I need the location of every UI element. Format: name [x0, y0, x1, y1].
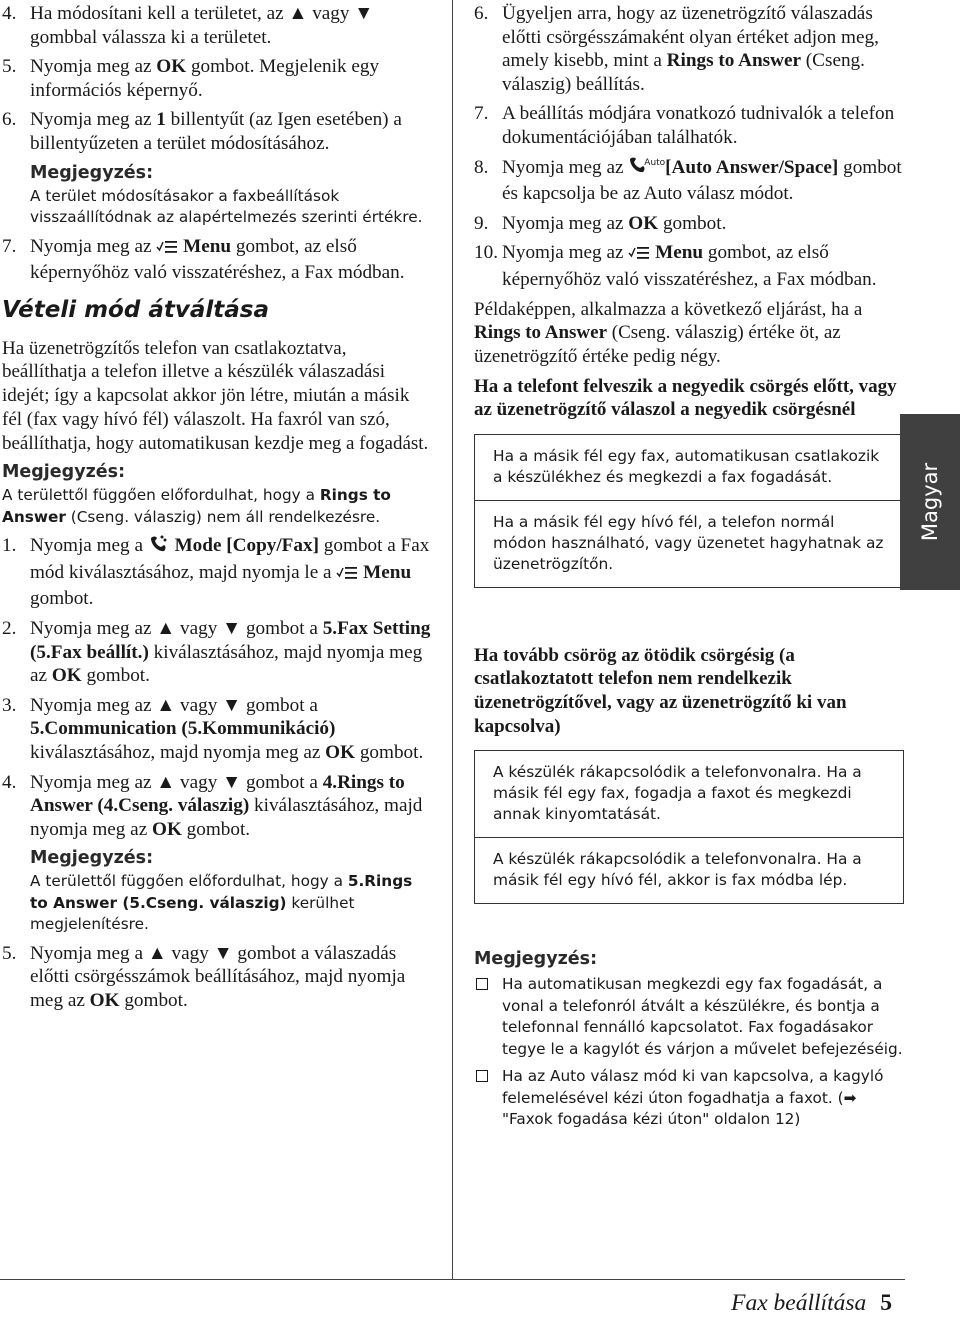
setting-name: 4.Rings to Answer (4.Cseng. válaszig) [30, 771, 405, 817]
box-2-heading: Ha tovább csörög az ötödik csörgésig (a csatlakoztatott telefon nem rendelkezik üzenetrögzítővel, vagy az üzenetrögzítő ki van kapcsolva) [474, 644, 847, 737]
paragraph-text: (Cseng. válaszig) értéke öt, az üzenetrögzítő értéke pedig négy. [474, 322, 841, 367]
auto-answer-icon [628, 156, 666, 183]
step-text: gombot. [355, 742, 424, 764]
step-number: 5. [2, 56, 17, 78]
step-text: Nyomja meg az [30, 109, 157, 131]
left-column [2, 0, 432, 1019]
step-4 [2, 2, 432, 49]
step-text: Ha módosítani kell a területet, az ▲ vagy ▼ gombbal válassza ki a területet. [30, 3, 374, 48]
paragraph-text: Példaképpen, alkalmazza a következő eljárást, ha a [474, 298, 863, 320]
note-3 [2, 847, 432, 936]
step-number: 4. [2, 3, 17, 24]
menu-button-label: Menu [183, 235, 232, 257]
menu-button-label: Menu [363, 561, 412, 583]
step-text: gombot. [658, 212, 727, 234]
step-6 [2, 108, 432, 155]
menu-icon [156, 238, 178, 262]
step-text: gombot. [119, 990, 188, 1012]
intro-paragraph: Ha üzenetrögzítős telefon van csatlakoztatva, beállíthatja a telefon illetve a készülék válaszadási idejét; így a kapcsolat akkor jön létre, miután a másik fél (fax vagy hívó fél) válaszolt. Ha faxról van szó, beállíthatja, hogy automatikusan kezdje meg a fogadást. [2, 337, 429, 454]
b-step-4 [2, 771, 432, 842]
page-number: 5 [880, 1290, 892, 1316]
step-number: 6. [2, 109, 17, 131]
example-paragraph [474, 298, 904, 369]
menu-button-label: Menu [655, 242, 704, 264]
setting-name: 5.Communication (5.Kommunikáció) [30, 718, 336, 740]
step-number: 7. [2, 235, 17, 257]
ok-button-label: OK [325, 742, 356, 764]
menu-icon [628, 244, 650, 268]
footer-title: Fax beállítása [731, 1290, 867, 1316]
step-text: (Cseng. válaszig) beállítás. [502, 50, 865, 95]
b-step-1 [2, 534, 432, 611]
language-tab [900, 414, 960, 590]
note-text-part: A területtől függően előfordulhat, hogy a [30, 872, 348, 891]
menu-icon [336, 564, 358, 588]
step-text: Nyomja meg az [30, 56, 157, 78]
step-text: gombot és kapcsolja be az Auto válasz módot. [502, 156, 902, 205]
column-divider [452, 0, 453, 1279]
right-column [474, 0, 904, 1137]
b-step-3 [2, 694, 432, 765]
setting-name: Rings to Answer [474, 322, 608, 344]
box-cell: Ha a másik fél egy hívó fél, a telefon normál módon használható, vagy üzenetet hagyhatnak az üzenetrögzítőn. [475, 500, 903, 587]
note-bullet [474, 1066, 904, 1131]
note-right [474, 948, 904, 1131]
ok-button-label: OK [51, 665, 82, 687]
step-text: Nyomja meg az ▲ vagy ▼ gombot a [30, 618, 323, 640]
step-text: gombot, az első képernyőhöz való visszatéréshez, a Fax módban. [502, 242, 877, 290]
step-number: 10. [474, 242, 498, 264]
setting-name: 5.Fax Setting (5.Fax beállít.) [30, 618, 431, 663]
step-text: Ügyeljen arra, hogy az üzenetrögzítő válaszadás előtti csörgésszámaként olyan értéket adjon meg, amely kisebb, mint a [502, 3, 879, 72]
button-label: [Auto Answer/Space] [665, 156, 839, 178]
step-text: kiválasztásához, majd nyomja meg az [30, 742, 326, 764]
step-text: billentyűt (az Igen esetében) a billentyűzeten a terület módosításához. [30, 109, 402, 154]
note-bullet [474, 974, 904, 1060]
step-text: Nyomja meg az ▲ vagy ▼ gombot a [30, 694, 318, 716]
step-number: 3. [2, 694, 17, 716]
ok-button-label: OK [628, 212, 659, 234]
box-cell: Ha a másik fél egy fax, automatikusan csatlakozik a készülékhez és megkezdi a fax fogadását. [493, 446, 880, 486]
ok-button-label: OK [156, 56, 187, 78]
note-text [30, 871, 432, 936]
step-number: 1. [2, 535, 17, 557]
step-number: 5. [2, 942, 17, 964]
step-text: gombot. [181, 818, 251, 840]
step-7 [2, 235, 432, 285]
ok-button-label: OK [89, 990, 120, 1012]
step-number: 8. [474, 156, 489, 178]
checkbox-icon [476, 978, 488, 990]
note-heading: Megjegyzés: [30, 848, 154, 869]
step-9 [474, 212, 904, 236]
step-text: kiválasztásához, majd nyomja meg az [30, 641, 423, 687]
setting-name: 5.Rings to Answer (5.Cseng. válaszig) [30, 872, 413, 912]
box-1 [474, 434, 904, 588]
step-10 [474, 241, 904, 291]
step-text: gombot, az első képernyőhöz való visszatéréshez, a Fax módban. [30, 235, 405, 284]
step-text: Nyomja meg a ▲ vagy ▼ gombot a válaszadás előtti csörgésszámok beállításához, majd nyomja meg az [30, 942, 406, 1012]
auto-icon-label: Auto [644, 157, 666, 168]
checkbox-icon [476, 1070, 488, 1082]
step-number: 6. [474, 3, 489, 24]
step-text: Nyomja meg az [30, 235, 157, 257]
step-number: 9. [474, 212, 489, 234]
setting-name: Rings to Answer [666, 50, 801, 72]
step-text: Nyomja meg az [502, 156, 629, 178]
step-text: Nyomja meg az [502, 212, 629, 234]
step-6 [474, 2, 904, 96]
step-8 [474, 156, 904, 206]
step-text: A beállítás módjára vonatkozó tudnivalók a telefon dokumentációjában találhatók. [502, 103, 895, 148]
step-text: Nyomja meg a [30, 535, 148, 557]
step-text: gombot. [81, 665, 150, 687]
box-cell: A készülék rákapcsolódik a telefonvonalra. Ha a másik fél egy fax, fogadja a faxot és megkezdi annak kinyomtatását. [493, 763, 862, 824]
bullet-text: Ha az Auto válasz mód ki van kapcsolva, a kagyló felemelésével kézi úton fogadhatja a faxot. (➡ "Faxok fogadása kézi úton" oldalon 12) [502, 1067, 884, 1129]
section-title: Vételi mód átváltása [2, 296, 269, 323]
note-text [2, 485, 432, 528]
footer-rule [0, 1279, 905, 1280]
step-text: gombot. Megjelenik egy információs képernyő. [30, 56, 380, 101]
note-text-part: (Cseng. válaszig) nem áll rendelkezésre. [65, 507, 381, 526]
b-step-5 [2, 942, 432, 1013]
note-heading: Megjegyzés: [30, 162, 154, 183]
note-heading: Megjegyzés: [2, 462, 126, 483]
step-text: gombot a Fax mód kiválasztásához, majd nyomja le a [30, 535, 430, 583]
bullet-text: Ha automatikusan megkezdi egy fax fogadását, a vonal a telefonról átvált a készülékre, és bontja a telefonnal fennálló kapcsolatot. Fax fogadásakor tegye le a kagylót és várjon a művelet befejezéséig. [502, 975, 903, 1058]
step-7 [474, 102, 904, 149]
b-step-2 [2, 617, 432, 688]
box-cell: A készülék rákapcsolódik a telefonvonalra. Ha a másik fél egy hívó fél, akkor is fax módba lép. [475, 837, 903, 903]
setting-name: Rings to Answer [2, 486, 391, 526]
step-text: Nyomja meg az [502, 242, 629, 264]
ok-button-label: OK [152, 818, 182, 840]
step-number: 4. [2, 771, 17, 793]
step-number: 7. [474, 103, 489, 125]
note-text-part: A területtől függően előfordulhat, hogy a [2, 486, 320, 505]
note-2 [2, 461, 432, 528]
note-1 [2, 162, 432, 229]
language-tab-label: Magyar [918, 462, 942, 542]
step-text: Nyomja meg az ▲ vagy ▼ gombot a [30, 771, 323, 793]
box-2 [474, 750, 904, 904]
note-heading: Megjegyzés: [474, 949, 598, 970]
step-text: kiválasztásához, majd nyomja meg az [30, 795, 423, 840]
fax-handset-icon [148, 534, 170, 561]
step-number: 2. [2, 618, 17, 640]
step-5 [2, 55, 432, 102]
key-label: 1 [156, 109, 166, 131]
footer [731, 1289, 892, 1317]
mode-button-label: Mode [Copy/Fax] [174, 535, 319, 557]
note-text: A terület módosításakor a faxbeállítások visszaállítódnak az alapértelmezés szerinti értékre. [30, 186, 423, 227]
note-text-part: kerülhet megjelenítésre. [30, 893, 355, 934]
step-text: gombot. [30, 588, 94, 610]
box-1-heading: Ha a telefont felveszik a negyedik csörgés előtt, vagy az üzenetrögzítő válaszol a negyedik csörgésnél [474, 375, 897, 421]
